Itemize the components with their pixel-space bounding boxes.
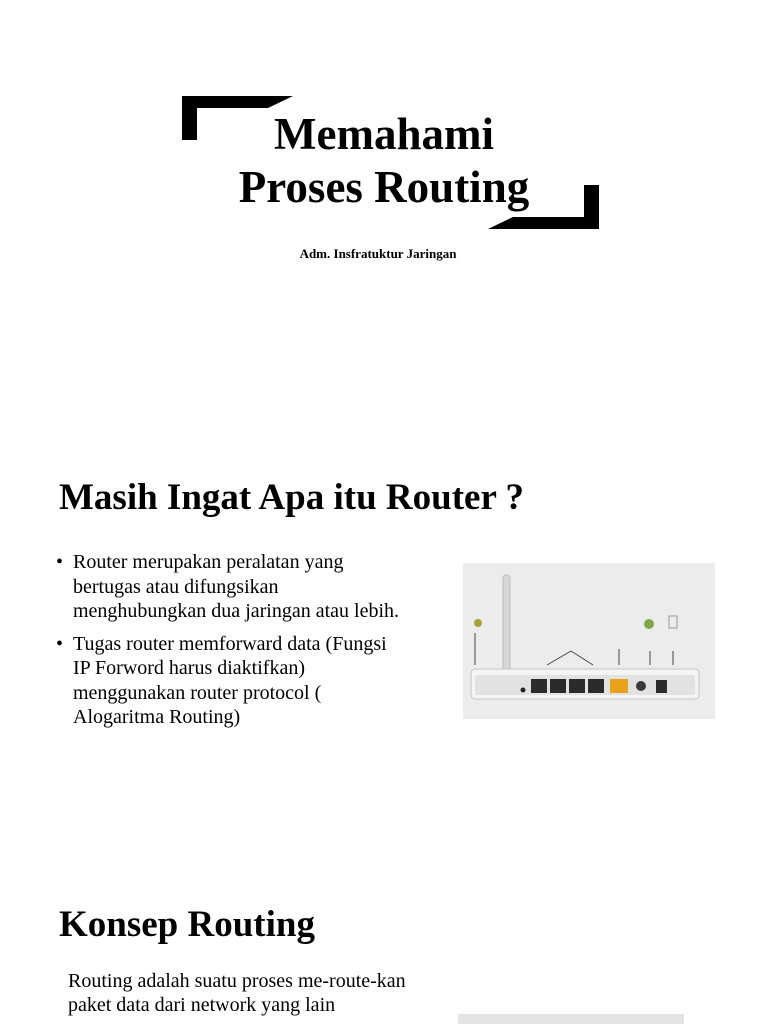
- bullet-text: Router merupakan peralatan yang bertugas atau difungsikan menghubungkan dua jaringan atau lebih.: [73, 551, 400, 622]
- bullet-glyph: •: [56, 551, 64, 573]
- router-bullet-list: [56, 550, 406, 738]
- konsep-heading: Konsep Routing: [59, 904, 315, 945]
- router-slide: [0, 440, 768, 840]
- bullet-glyph: •: [56, 632, 64, 655]
- bullet-item: [56, 632, 406, 730]
- bullet-item: [56, 550, 406, 624]
- router-heading: Masih Ingat Apa itu Router ?: [59, 477, 524, 518]
- title-slide: [0, 0, 768, 420]
- corner-bracket-bottom-right: [486, 183, 601, 231]
- konsep-photo: [458, 1014, 684, 1024]
- konsep-slide: [0, 870, 768, 1024]
- main-title-line-2: Proses Routing: [238, 162, 530, 212]
- konsep-text: Routing adalah suatu proses me-route-kan paket data dari network yang lain: [68, 970, 406, 1016]
- main-subtitle: Adm. Insfratuktur Jaringan: [299, 246, 457, 261]
- router-photo: [463, 563, 715, 719]
- router-illustration: [463, 563, 715, 719]
- main-title: [0, 108, 768, 214]
- main-title-line-1: Memahami: [274, 109, 494, 159]
- bullet-text: Tugas router memforward data (Fungsi IP Forword harus diaktifkan) menggunakan router protocol ( Alogaritma Routing): [73, 632, 387, 728]
